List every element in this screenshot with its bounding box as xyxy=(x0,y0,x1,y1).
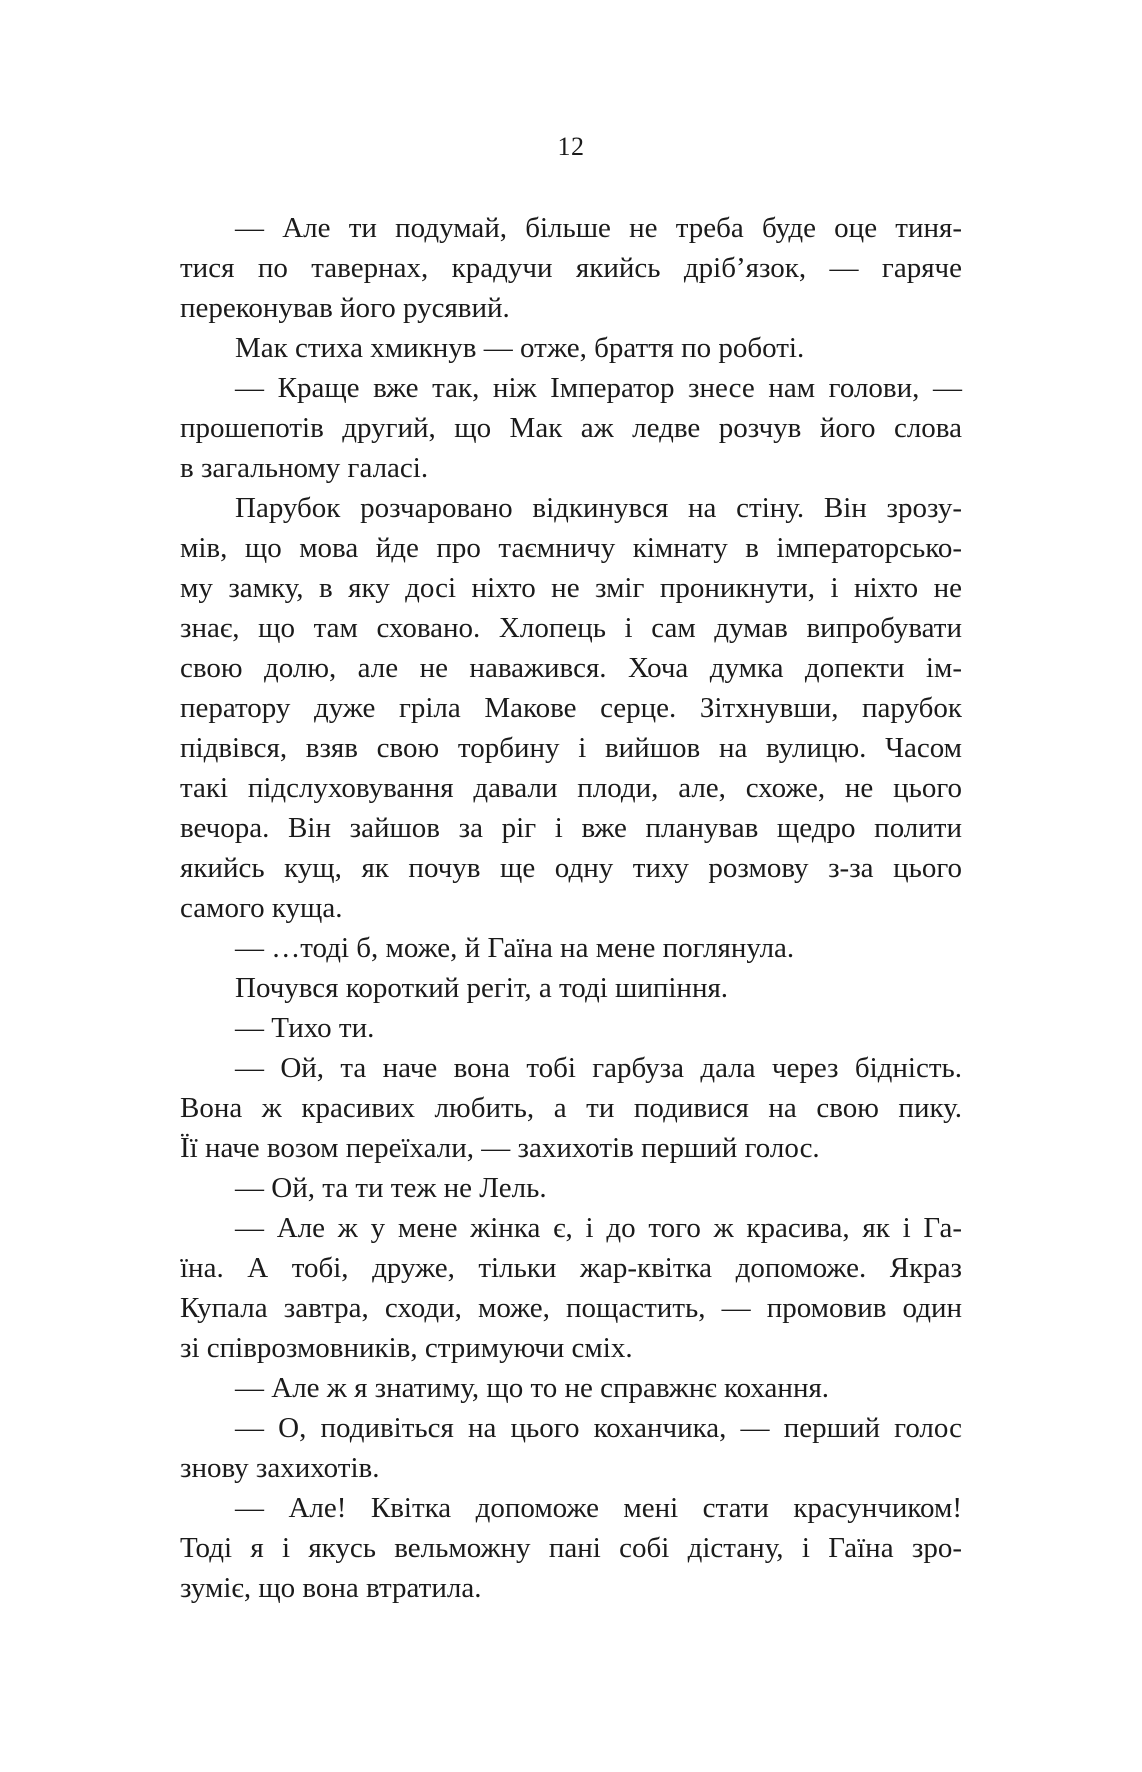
text-line: знає, що там сховано. Хлопець і сам думав випробувати xyxy=(180,612,962,644)
text-line: — Але ти подумай, більше не треба буде оце тиня- xyxy=(235,212,962,244)
text-line: Мак стиха хмикнув — отже, браття по роботі. xyxy=(235,332,805,364)
text-line: їна. А тобі, друже, тільки жар-квітка допоможе. Якраз xyxy=(180,1252,962,1284)
text-line: — Але ж я знатиму, що то не справжнє кохання. xyxy=(235,1372,830,1404)
text-line: прошепотів другий, що Мак аж ледве розчув його слова xyxy=(180,412,962,444)
text-line: мів, що мова йде про таємничу кімнату в імператорсько- xyxy=(180,532,962,564)
text-line: — Ой, та ти теж не Лель. xyxy=(235,1172,547,1204)
text-line: такі підслуховування давали плоди, але, схоже, не цього xyxy=(180,772,962,804)
text-line: — …тоді б, може, й Гаїна на мене поглянула. xyxy=(235,932,795,964)
text-line: — Ой, та наче вона тобі гарбуза дала через бідність. xyxy=(235,1052,962,1084)
text-line: вечора. Він зайшов за ріг і вже планував щедро полити xyxy=(180,812,962,844)
text-line: — Але ж у мене жінка є, і до того ж красива, як і Га- xyxy=(235,1212,962,1244)
text-line: свою долю, але не наважився. Хоча думка допекти ім- xyxy=(180,652,962,684)
text-line: Тоді я і якусь вельможну пані собі дістану, і Гаїна зро- xyxy=(180,1532,962,1564)
text-line: підвівся, взяв свою торбину і вийшов на вулицю. Часом xyxy=(180,732,962,764)
text-line: Парубок розчаровано відкинувся на стіну. Він зрозу- xyxy=(235,492,962,524)
text-line: знову захихотів. xyxy=(180,1452,380,1484)
text-line: в загальному галасі. xyxy=(180,452,429,484)
text-line: — Краще вже так, ніж Імператор знесе нам голови, — xyxy=(235,372,962,404)
text-line: — О, подивіться на цього коханчика, — перший голос xyxy=(235,1412,962,1444)
text-line: зуміє, що вона втратила. xyxy=(180,1572,482,1604)
text-line: Почувся короткий регіт, а тоді шипіння. xyxy=(235,972,729,1004)
text-line: Купала завтра, сходи, може, пощастить, — промовив один xyxy=(180,1292,962,1324)
text-line: тися по тавернах, крадучи якийсь дріб’язок, — гаряче xyxy=(180,252,962,284)
text-line: зі співрозмовників, стримуючи сміх. xyxy=(180,1332,633,1364)
page-number: 12 xyxy=(557,132,585,161)
text-line: му замку, в яку досі ніхто не зміг проникнути, і ніхто не xyxy=(180,572,962,604)
text-line: переконував його русявий. xyxy=(180,292,510,324)
text-line: Її наче возом переїхали, — захихотів перший голос. xyxy=(180,1132,820,1164)
text-line: якийсь кущ, як почув ще одну тиху розмову з-за цього xyxy=(180,852,962,884)
text-line: Вона ж красивих любить, а ти подивися на свою пику. xyxy=(180,1092,962,1124)
text-line: — Але! Квітка допоможе мені стати красунчиком! xyxy=(235,1492,962,1524)
text-line: самого куща. xyxy=(180,892,343,924)
text-line: ператору дуже гріла Макове серце. Зітхнувши, парубок xyxy=(180,692,962,724)
text-line: — Тихо ти. xyxy=(235,1012,375,1044)
page-body xyxy=(180,208,962,1608)
